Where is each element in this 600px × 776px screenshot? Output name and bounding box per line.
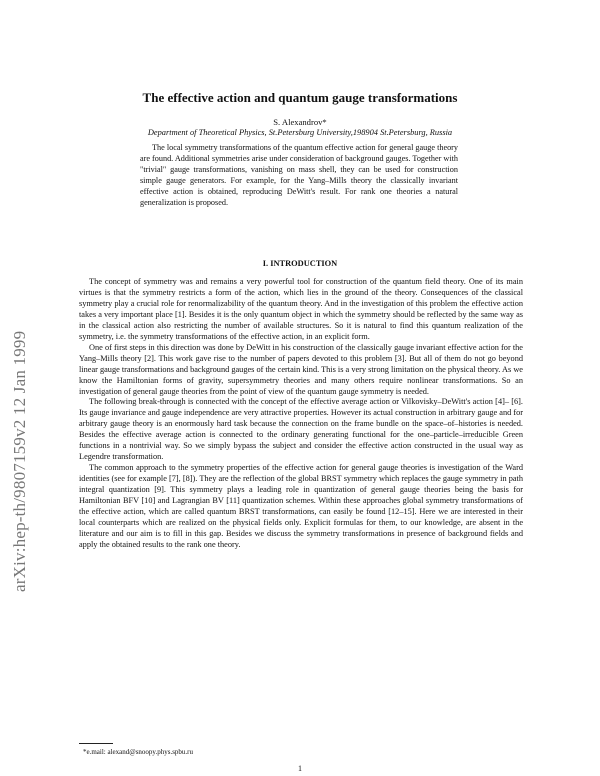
section-body xyxy=(79,277,523,551)
paragraph: The following break-through is connected with the concept of the effective average action or Vilkovisky–DeWitt's action [4]– [6]. Its gauge invariance and gauge independence are very attractive properties. However its actual construction in arbitrary gauge and for arbitrary gauge theory is an enormously hard task because the connection on the frame bundle on the space–of–histories is needed. Besides the effective average action is connected to the ordinary generating functional for the one–particle–irreducible Green functions in a nontrivial way. So we simply bypass the subject and consider the effective action constructed in the usual way as Legendre transformation. xyxy=(79,397,523,462)
footnote: *e.mail: alexand@snoopy.phys.spbu.ru xyxy=(83,748,194,756)
section-heading: I. INTRODUCTION xyxy=(262,259,338,268)
author-name: S. Alexandrov* xyxy=(273,117,327,127)
paragraph: The concept of symmetry was and remains a very powerful tool for construction of the quantum field theory. One of its main virtues is that the symmetry restricts a form of the action, which lies in the ground of the theory. Consequences of the classical symmetry play a crucial role for renormalizability of the quantum theory. And in the investigation of this problem the effective action takes a very important place [1]. Besides it is the only quantum object in which the symmetry should be reflected by the same way as in the classical action also restricting the number of available structures. So it is natural to find this quantum realization of the symmetry, i.e. the symmetry transformations of the effective action, in an explicit form. xyxy=(79,277,523,341)
paper-title: The effective action and quantum gauge transformations xyxy=(142,90,458,105)
page-number: 1 xyxy=(298,764,302,773)
footnote-divider xyxy=(79,743,113,744)
abstract: The local symmetry transformations of the quantum effective action for general gauge theory are found. Additional symmetries arise under consideration of background gauges. Together with "trivial" gauge transformations, vanishing on mass shell, they can be used for construction simple gauge generators. For example, for the Yang–Mills theory the classically invariant effective action is obtained, reproducing DeWitt's result. For rank one theories a natural generalization is proposed. xyxy=(140,143,458,207)
arxiv-identifier: arXiv:hep-th/9807159v2 12 Jan 1999 xyxy=(10,330,29,592)
author-affiliation: Department of Theoretical Physics, St.Petersburg University,198904 St.Petersburg, Russia xyxy=(147,128,453,137)
paragraph: One of first steps in this direction was done by DeWitt in his construction of the classically gauge invariant effective action for the Yang–Mills theory [2]. This work gave rise to the number of papers devoted to this problem [3]. But all of them do not go beyond linear gauge transformations and background gauges of the certain kind. This is a very strong limitation on the physical theory. As we know the Hamiltonian forms of gravity, supersymmetry theories and many others require nonlinear transformations. So an investigation of general gauge theories from the point of view of the quantum gauge symmetry is needed. xyxy=(79,342,523,396)
paragraph: The common approach to the symmetry properties of the effective action for general gauge theories is investigation of the Ward identities (see for example [7], [8]). They are the reflection of the global BRST symmetry which replaces the gauge symmetry in path integral quantization [9]. This symmetry plays a leading role in quantization of general gauge theories being the basis for Hamiltonian BFV [10] and Lagrangian BV [11] quantization schemes. Within these approaches global symmetry transformations of the effective action, which are called quantum BRST transformations, can easily be found [12–15]. Here we are interested in their local counterparts which are realized on the physical fields only. Explicit formulas for them, to our knowledge, are absent in the literature and our aim is to fill in this gap. Besides we discuss the symmetry transformations in presence of background fields and apply the obtained results to the rank one theory. xyxy=(79,463,523,549)
